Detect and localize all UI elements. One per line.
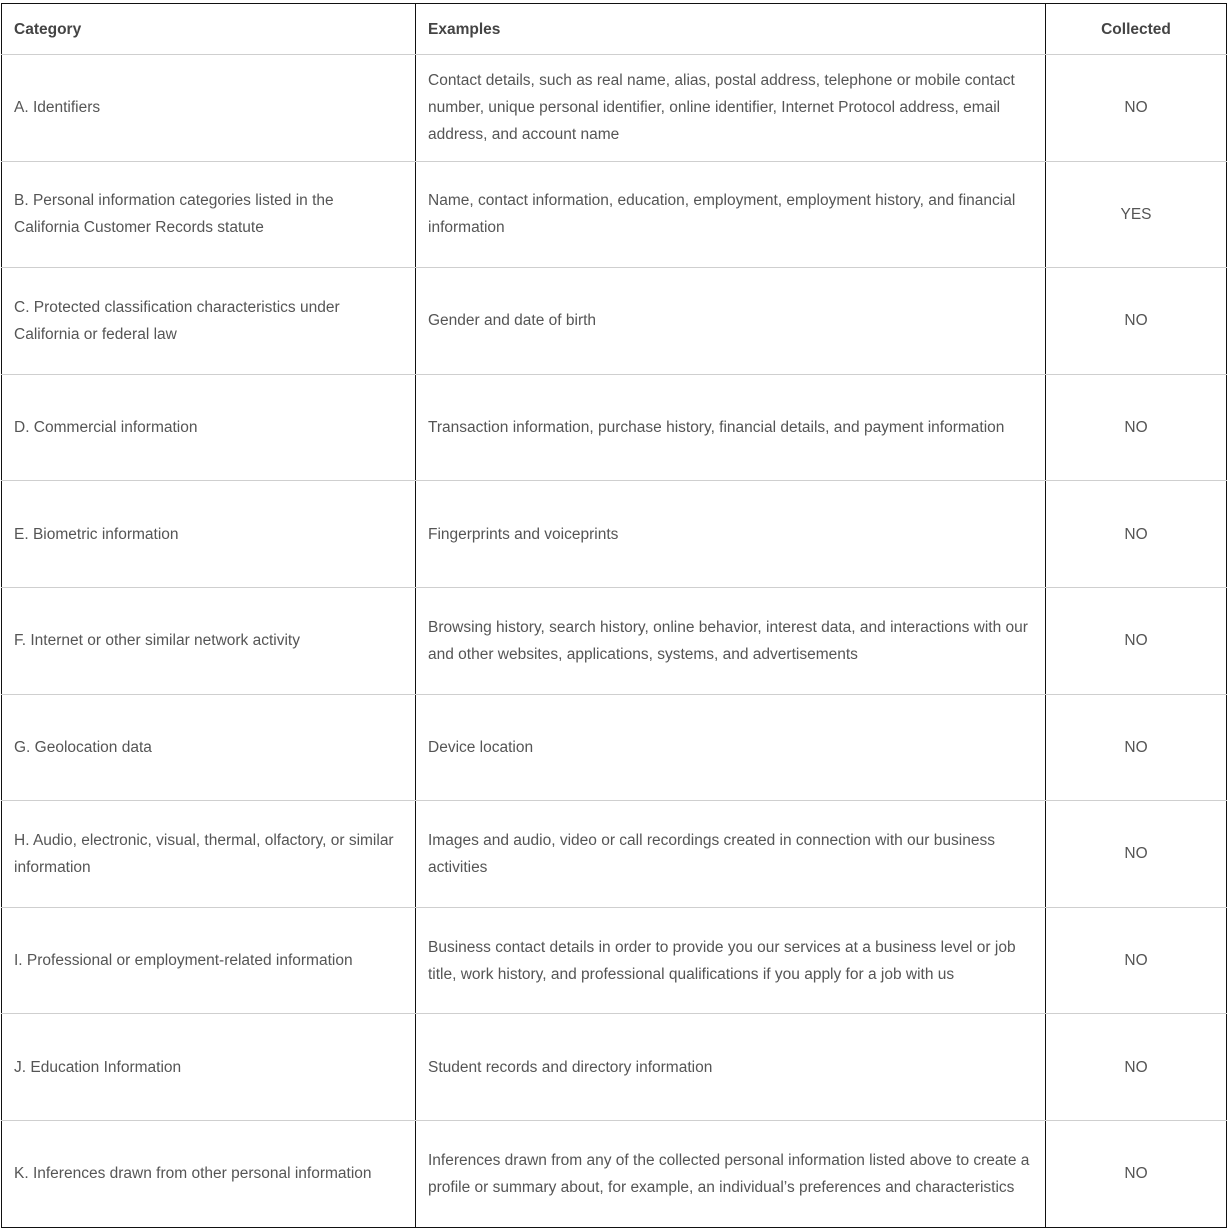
- table-row: [2, 374, 1227, 481]
- collected-cell: NO: [1046, 907, 1227, 1014]
- category-cell: J. Education Information: [2, 1014, 416, 1121]
- examples-cell: Contact details, such as real name, alias, postal address, telephone or mobile contact number, unique personal identifier, online identifier, Internet Protocol address, email address, and account name: [416, 55, 1046, 162]
- header-collected: Collected: [1046, 4, 1227, 55]
- table-row: [2, 161, 1227, 268]
- examples-cell: Business contact details in order to provide you our services at a business level or job title, work history, and professional qualifications if you apply for a job with us: [416, 907, 1046, 1014]
- category-cell: D. Commercial information: [2, 374, 416, 481]
- table-header-row: [2, 4, 1227, 55]
- examples-cell: Name, contact information, education, employment, employment history, and financial information: [416, 161, 1046, 268]
- examples-cell: Gender and date of birth: [416, 268, 1046, 375]
- table-row: [2, 55, 1227, 162]
- category-cell: K. Inferences drawn from other personal information: [2, 1120, 416, 1227]
- examples-cell: Fingerprints and voiceprints: [416, 481, 1046, 588]
- category-cell: H. Audio, electronic, visual, thermal, olfactory, or similar information: [2, 801, 416, 908]
- collected-cell: NO: [1046, 694, 1227, 801]
- collected-cell: NO: [1046, 268, 1227, 375]
- category-cell: A. Identifiers: [2, 55, 416, 162]
- examples-cell: Inferences drawn from any of the collected personal information listed above to create a profile or summary about, for example, an individual’s preferences and characteristics: [416, 1120, 1046, 1227]
- collected-cell: NO: [1046, 55, 1227, 162]
- collected-cell: NO: [1046, 481, 1227, 588]
- table-row: [2, 801, 1227, 908]
- table-row: [2, 907, 1227, 1014]
- table-row: [2, 481, 1227, 588]
- header-examples: Examples: [416, 4, 1046, 55]
- examples-cell: Device location: [416, 694, 1046, 801]
- collected-cell: NO: [1046, 1014, 1227, 1121]
- table-row: [2, 694, 1227, 801]
- category-cell: I. Professional or employment-related information: [2, 907, 416, 1014]
- collected-cell: YES: [1046, 161, 1227, 268]
- table-row: [2, 587, 1227, 694]
- header-category: Category: [2, 4, 416, 55]
- examples-cell: Transaction information, purchase history, financial details, and payment information: [416, 374, 1046, 481]
- category-cell: B. Personal information categories listed in the California Customer Records statute: [2, 161, 416, 268]
- personal-information-table: [1, 3, 1227, 1228]
- table-row: [2, 268, 1227, 375]
- table-row: [2, 1120, 1227, 1227]
- table-row: [2, 1014, 1227, 1121]
- category-cell: G. Geolocation data: [2, 694, 416, 801]
- examples-cell: Browsing history, search history, online behavior, interest data, and interactions with our and other websites, applications, systems, and advertisements: [416, 587, 1046, 694]
- category-cell: F. Internet or other similar network activity: [2, 587, 416, 694]
- examples-cell: Student records and directory information: [416, 1014, 1046, 1121]
- collected-cell: NO: [1046, 587, 1227, 694]
- collected-cell: NO: [1046, 374, 1227, 481]
- collected-cell: NO: [1046, 801, 1227, 908]
- collected-cell: NO: [1046, 1120, 1227, 1227]
- examples-cell: Images and audio, video or call recordings created in connection with our business activities: [416, 801, 1046, 908]
- category-cell: E. Biometric information: [2, 481, 416, 588]
- category-cell: C. Protected classification characteristics under California or federal law: [2, 268, 416, 375]
